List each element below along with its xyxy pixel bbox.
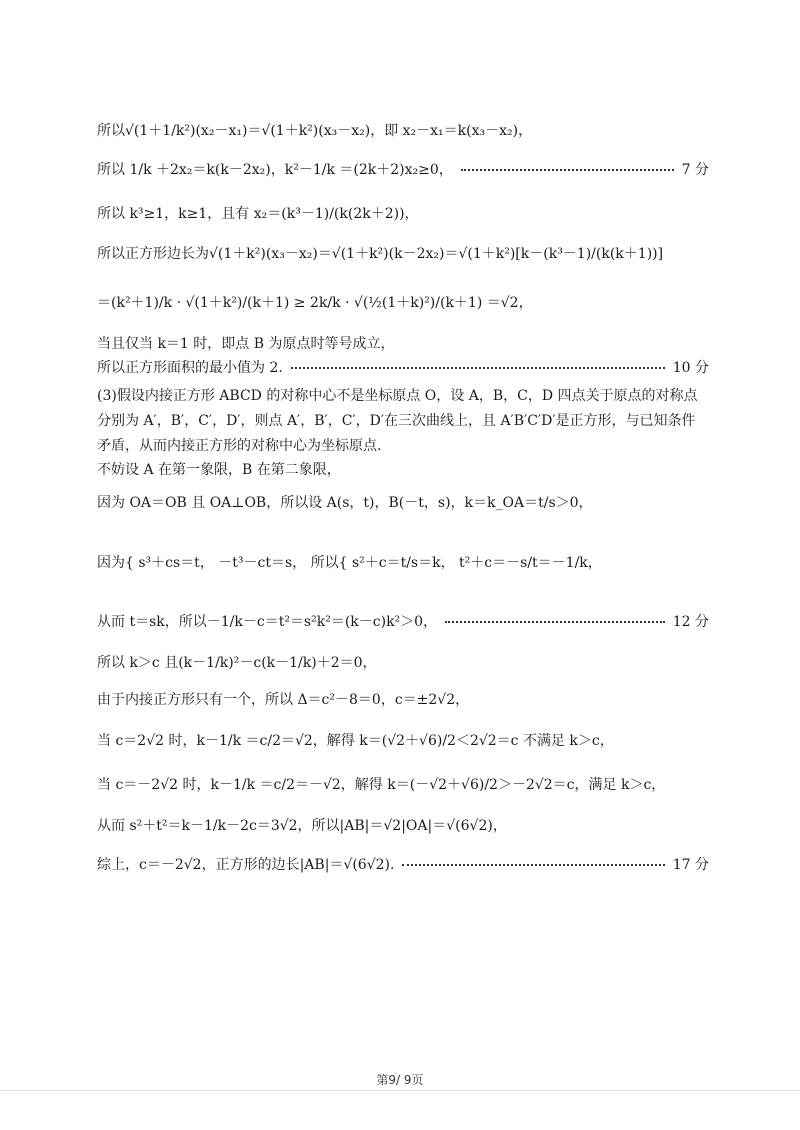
line-text: 当 c＝2√2 时，k－1/k ＝c/2＝√2，解得 k＝(√2＋√6)/2＜2√2＝c 不满足 k＞c， bbox=[97, 733, 614, 749]
dot-leader bbox=[291, 367, 665, 369]
page-number: 第9/ 9页 bbox=[376, 1073, 424, 1087]
solution-line-11 bbox=[97, 553, 709, 573]
line-text: 综上，c＝－2√2，正方形的边长|AB|＝√(6√2). bbox=[97, 857, 395, 873]
dot-leader bbox=[402, 864, 664, 866]
solution-line-9 bbox=[97, 460, 709, 480]
solution-line-18 bbox=[97, 855, 709, 875]
solution-line-4 bbox=[97, 244, 709, 264]
score-mark: 17 分 bbox=[672, 857, 709, 873]
line-text: 因为 OA＝OB 且 OA⊥OB，所以设 A(s，t)，B(－t，s)，k＝k_OA＝t/s＞0， bbox=[97, 495, 593, 511]
solution-line-13 bbox=[97, 653, 709, 673]
score-mark: 12 分 bbox=[672, 614, 709, 630]
solution-line-17 bbox=[97, 816, 709, 836]
paragraph-text: (3)假设内接正方形 ABCD 的对称中心不是坐标原点 O，设 A，B，C，D 四点关于原点的对称点分别为 A′，B′，C′，D′，则点 A′，B′，C′，D′在三次曲线上，且 A′B′C′D′是正方形，与已知条件矛盾，从而内接正方形的对称中心为坐标原点. bbox=[97, 388, 698, 454]
line-text: 所以正方形边长为√(1＋k²)(x₃－x₂)＝√(1＋k²)(k－2x₂)＝√(1＋k²)[k－(k³－1)/(k(k＋1))] bbox=[97, 246, 664, 262]
line-text: 从而 s²＋t²＝k－1/k－2c＝3√2，所以|AB|＝√2|OA|＝√(6√2)， bbox=[97, 818, 507, 834]
solution-line-3 bbox=[97, 204, 709, 224]
score-mark: 10 分 bbox=[672, 360, 709, 376]
solution-line-6 bbox=[97, 334, 709, 354]
dot-leader bbox=[445, 621, 665, 623]
line-text: 由于内接正方形只有一个，所以 Δ＝c²－8＝0，c＝±2√2， bbox=[97, 692, 470, 708]
solution-line-2 bbox=[97, 160, 709, 180]
line-text: 所以 k＞c 且(k－1/k)²－c(k－1/k)＋2＝0， bbox=[97, 655, 377, 671]
solution-line-14 bbox=[97, 690, 709, 710]
line-text: 不妨设 A 在第一象限，B 在第二象限， bbox=[97, 462, 341, 478]
line-text: 从而 t＝sk，所以－1/k－c＝t²＝s²k²＝(k－c)k²＞0， bbox=[97, 614, 438, 630]
solution-paragraph-part3 bbox=[97, 384, 709, 459]
solution-line-16 bbox=[97, 775, 709, 795]
line-text: 当且仅当 k＝1 时，即点 B 为原点时等号成立， bbox=[97, 336, 395, 352]
footer-divider bbox=[0, 1090, 800, 1091]
line-text: 因为{ s³＋cs＝t， －t³－ct＝s， 所以{ s²＋c＝t/s＝k， t²＋c＝－s/t＝－1/k， bbox=[97, 555, 602, 571]
solution-line-15 bbox=[97, 731, 709, 751]
line-text: 所以 1/k ＋2x₂＝k(k－2x₂)，k²－1/k ＝(2k＋2)x₂≥0， bbox=[97, 162, 453, 178]
solution-line-5 bbox=[97, 293, 709, 313]
line-text: 所以正方形面积的最小值为 2. bbox=[97, 360, 283, 376]
solution-line-10 bbox=[97, 493, 709, 513]
solution-line-7 bbox=[97, 358, 709, 378]
solution-line-12 bbox=[97, 612, 709, 632]
score-mark: 7 分 bbox=[681, 162, 709, 178]
line-text: 所以 k³≥1，k≥1，且有 x₂＝(k³－1)/(k(2k＋2))， bbox=[97, 206, 419, 222]
line-text: 所以√(1＋1/k²)(x₂－x₁)＝√(1＋k²)(x₃－x₂)，即 x₂－x₁＝k(x₃－x₂)， bbox=[97, 123, 533, 139]
solution-line-1 bbox=[97, 121, 709, 141]
line-text: ＝(k²＋1)/k · √(1＋k²)/(k＋1) ≥ 2k/k · √(½(1＋k)²)/(k＋1) ＝√2， bbox=[97, 295, 533, 311]
dot-leader bbox=[461, 169, 674, 171]
line-text: 当 c＝－2√2 时，k－1/k ＝c/2＝－√2，解得 k＝(－√2＋√6)/2＞－2√2＝c，满足 k＞c， bbox=[97, 777, 666, 793]
